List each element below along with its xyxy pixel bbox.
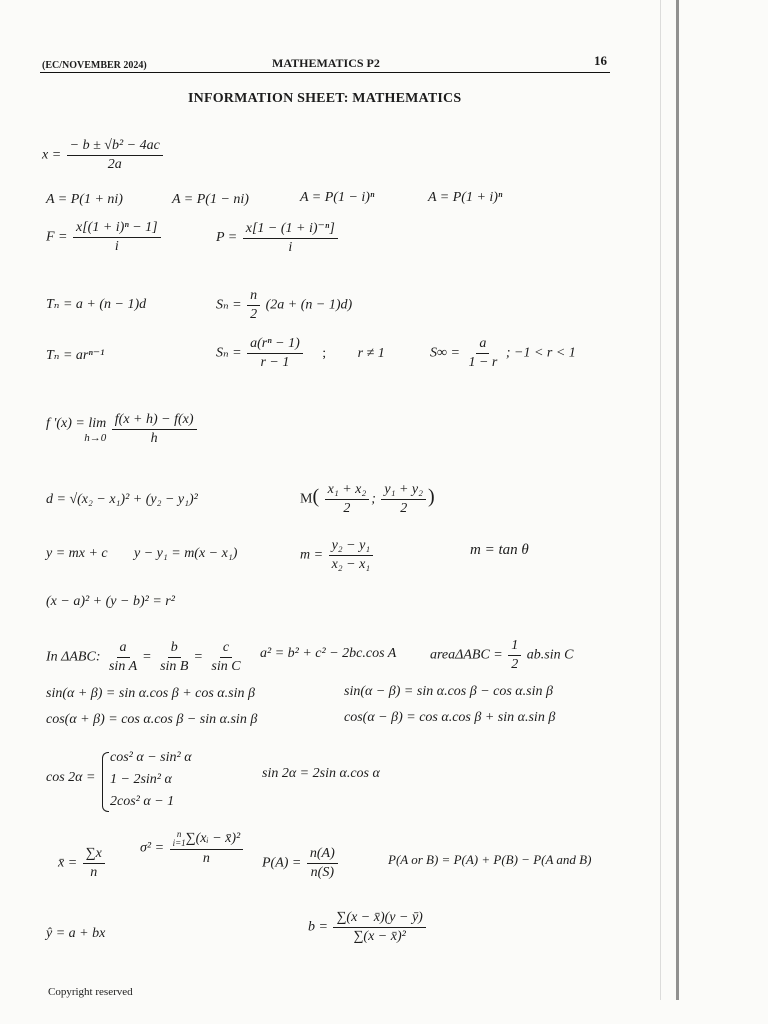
header-rule	[40, 72, 610, 73]
formula-sin2a: sin 2α = 2sin α.cos α	[262, 766, 380, 781]
formula-cos2a-option-1: cos² α − sin² α	[110, 750, 192, 765]
formula-compound-growth: A = P(1 + i)ⁿ	[428, 190, 503, 205]
cases-brace	[102, 752, 109, 812]
formula-probability: P(A) = $\frac{n(A)}{n(S)}$	[262, 846, 340, 881]
formula-probability-or: P(A or B) = P(A) + P(B) − P(A and B)	[388, 852, 592, 867]
formula-slope-b: b = $\frac{\sum(x - x̄)(y - ȳ)}{\text{∑(x − x̄)²}}$	[308, 910, 428, 945]
formula-arith-term: Tₙ = a + (n − 1)d	[46, 297, 147, 312]
formula-variance: σ² = n i=1 ∑(xᵢ − x̄)² n	[140, 830, 245, 867]
formula-present-value: P = $\frac{\text{x[1 − (1 + i)⁻ⁿ]}}{i}$	[216, 220, 340, 256]
formula-derivative: f '(x) = lim h→0 $\frac{f(x + h) - f(x)}{h}$	[46, 412, 199, 447]
formula-cos2a-lhs: cos 2α =	[46, 770, 96, 785]
formula-line-standard: y = mx + c	[46, 546, 108, 561]
formula-quadratic: x = $\frac{\text{− b ± √b² − 4ac}}{2a}$	[42, 138, 165, 173]
formula-mean: x̄ = $\frac{\sum x}{n}$	[58, 846, 107, 881]
page-title: INFORMATION SHEET: MATHEMATICS	[188, 91, 462, 106]
formula-cos2a-option-3: 2cos² α − 1	[110, 794, 175, 809]
formula-geo-infinite: S∞ = $\frac{a}{1 - r}$ ; −1 < r < 1	[430, 336, 576, 370]
formula-line-point: y − y₁ = m(x − x₁)	[134, 546, 238, 561]
scan-edge-line	[660, 0, 661, 1000]
scan-edge-shadow	[676, 0, 679, 1000]
formula-gradient: m = $\frac{\text{y₂ − y₁}}{\text{x₂ − x₁}}$	[300, 538, 375, 573]
formula-cos2a-option-2: 1 − 2sin² α	[110, 772, 172, 787]
formula-circle: (x − a)² + (y − b)² = r²	[46, 594, 175, 609]
formula-sine-rule: In ΔABC: $\frac{a}{\text{sin A}}$ = $\frac{b}{\text{sin B}}$ = $\frac{c}{\text{sin C}}$	[46, 640, 241, 674]
formula-compound-decay: A = P(1 − i)ⁿ	[300, 190, 375, 205]
formula-cos-sum: cos(α + β) = cos α.cos β − sin α.sin β	[46, 712, 258, 727]
formula-cosine-rule: a² = b² + c² − 2bc.cos A	[260, 646, 397, 661]
formula-simple-decay: A = P(1 − ni)	[172, 192, 249, 207]
formula-future-value: F = $\frac{\text{x[(1 + i)ⁿ − 1]}}{i}$	[46, 220, 163, 255]
formula-arith-sum: Sₙ = $\frac{n}{2}$ (2a + (n − 1)d)	[216, 288, 353, 322]
formula-midpoint: M( $\frac{\text{x₁ + x₂}}{2}$ ; $\frac{\text{y₁ + y₂}}{2}$ )	[300, 482, 435, 516]
formula-simple-growth: A = P(1 + ni)	[46, 192, 123, 207]
copyright-footer: Copyright reserved	[48, 986, 133, 998]
formula-geo-term: Tₙ = arⁿ⁻¹	[46, 348, 105, 363]
formula-regression: ŷ = a + bx	[46, 926, 106, 941]
header-subject: MATHEMATICS P2	[272, 56, 380, 70]
formula-cos-diff: cos(α − β) = cos α.cos β + sin α.sin β	[344, 710, 556, 725]
formula-sin-sum: sin(α + β) = sin α.cos β + cos α.sin β	[46, 686, 255, 701]
formula-area-rule: areaΔABC = $\frac{1}{2}$ ab.sin C	[430, 638, 574, 672]
formula-gradient-tan: m = tan θ	[470, 542, 529, 558]
header-page-number: 16	[594, 53, 607, 68]
formula-geo-sum: Sₙ = $\frac{\text{a(rⁿ − 1)}}{r - 1}$ ; r ≠ 1	[216, 336, 385, 370]
formula-distance: d = √(x₂ − x₁)² + (y₂ − y₁)²	[46, 492, 198, 507]
header-exam-date: (EC/NOVEMBER 2024)	[42, 60, 147, 71]
formula-sin-diff: sin(α − β) = sin α.cos β − cos α.sin β	[344, 684, 553, 699]
